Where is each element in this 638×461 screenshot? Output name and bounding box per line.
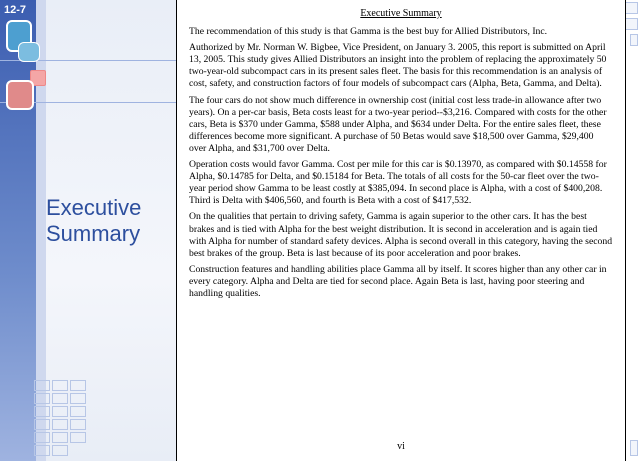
paragraph-safety: On the qualities that pertain to driving safety, Gamma is again superior to the other cars. It has the best brakes and is tied with Alpha for the best weight distribution. It is second in acceleration and is again tied with Alpha for number of standard safety devices. Alpha is second overall in this category, having the second best brakes of the group. Beta is last because of its poor acceleration and poor brakes. xyxy=(189,211,613,259)
paragraph-ownership-cost: The four cars do not show much difference in ownership cost (initial cost less trade-in allowance after two years). On a per-car basis, Beta costs least for a two-year period--$3,216. Compared with costs for the other cars, Beta is $370 under Gamma, $588 under Alpha, and $634 under Delta. For the entire sales fleet, these differences become more significant. A purchase of 50 Betas would save $18,500 over Gamma, $29,400 over Alpha, and $31,700 over Delta. xyxy=(189,94,607,154)
slide-number: 12-7 xyxy=(4,4,27,16)
paragraph-authorization: Authorized by Mr. Norman W. Bigbee, Vice President, on January 3. 2005, this report is submitted on April 13, 2005. This study gives Allied Distributors an insight into the problem of replacing the approximately 50 two-year-old subcompact cars in its present sales fleet. The basis for this recommendation is an analysis of cost, safety, and construction factors of four models of subcompact cars (Alpha, Beta, Gamma, and Delta). xyxy=(189,42,607,90)
decorative-square xyxy=(6,80,34,110)
page-number: vi xyxy=(397,440,405,452)
document-title: Executive Summary xyxy=(360,8,442,19)
decorative-square xyxy=(18,42,40,62)
slide-title-line-1: Executive xyxy=(46,195,142,220)
paragraph-operation-cost: Operation costs would favor Gamma. Cost per mile for this car is $0.13970, as compared with $0.14558 for Alpha, $0.14785 for Delta, and $0.15184 for Beta. The totals of all costs for the 50-car fleet over the two-year period show Gamma to be least costly at $385,094. In second place is Alpha, with a cost of $400,208. Third is Delta with $406,560, and fourth is Beta with a cost of $417,532. xyxy=(189,159,607,207)
slide-title xyxy=(46,195,141,247)
paragraph-construction: Construction features and handling abilities place Gamma all by itself. It scores higher than any other car in every category. Alpha and Delta are tied for second place. Again Beta is last, having poor steering and handling qualities. xyxy=(189,263,607,299)
document-page xyxy=(176,0,626,461)
slide-title-line-2: Summary xyxy=(46,221,141,246)
paragraph-recommendation: The recommendation of this study is that Gamma is the best buy for Allied Distributors, Inc. xyxy=(189,26,548,38)
